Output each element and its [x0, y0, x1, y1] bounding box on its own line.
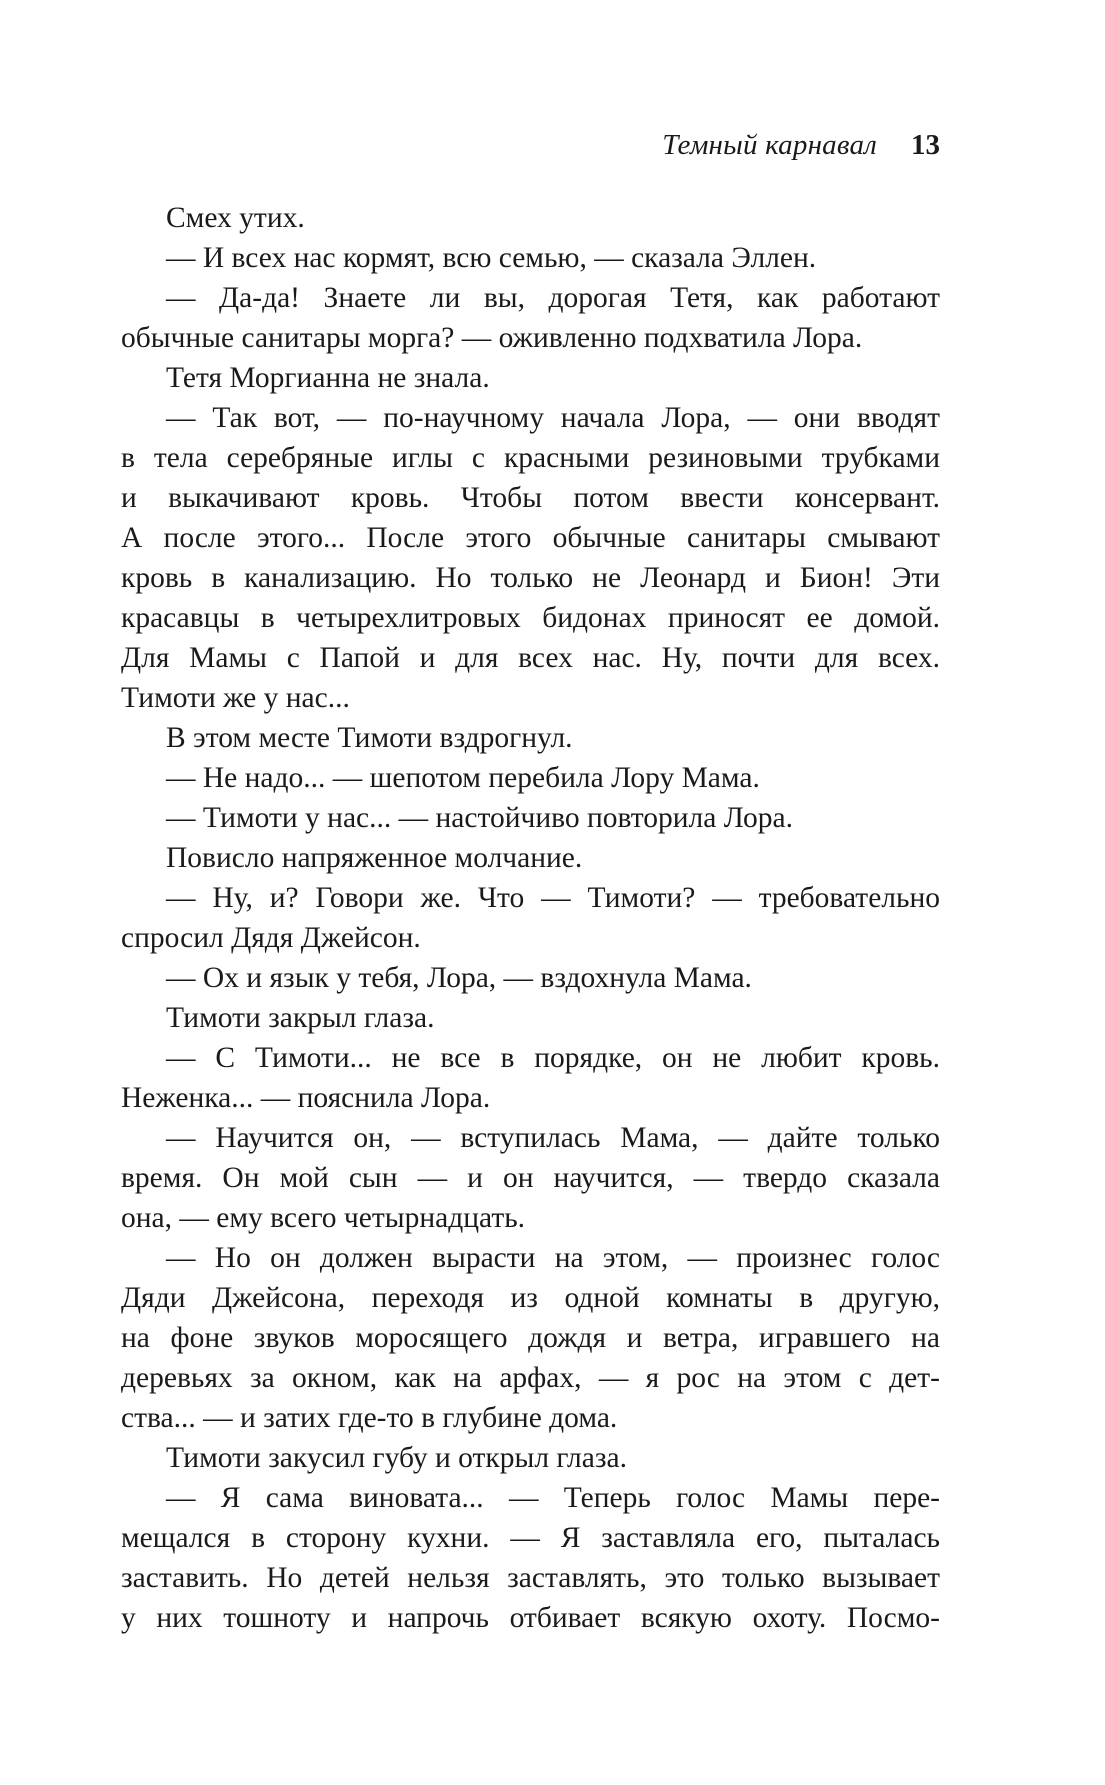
- text-line: — И всех нас кормят, всю семью, — сказала Эллен.: [166, 242, 817, 274]
- text-line: на фоне звуков моросящего дождя и ветра, игравшего на: [121, 1322, 940, 1354]
- text-line: Для Мамы с Папой и для всех нас. Ну, почти для всех.: [121, 642, 940, 674]
- text-line: — Но он должен вырасти на этом, — произнес голос: [166, 1242, 940, 1274]
- text-line: заставить. Но детей нельзя заставлять, это только вызывает: [121, 1562, 940, 1594]
- text-line: — Ну, и? Говори же. Что — Тимоти? — требовательно: [166, 882, 940, 914]
- running-title: Темный карнавал: [662, 129, 877, 161]
- text-line: Смех утих.: [166, 202, 305, 234]
- text-line: кровь в канализацию. Но только не Леонард и Бион! Эти: [121, 562, 940, 594]
- text-line: — Да-да! Знаете ли вы, дорогая Тетя, как работают: [166, 282, 940, 314]
- text-line: Тимоти же у нас...: [121, 682, 350, 714]
- text-line: Тетя Моргианна не знала.: [166, 362, 490, 394]
- text-line: Неженка... — пояснила Лора.: [121, 1082, 491, 1114]
- text-line: — Я сама виновата... — Теперь голос Мамы пере-: [166, 1482, 940, 1514]
- page-number: 13: [911, 129, 940, 161]
- text-line: — Так вот, — по-научному начала Лора, — они вводят: [166, 402, 940, 434]
- text-line: спросил Дядя Джейсон.: [121, 922, 421, 954]
- text-line: у них тошноту и напрочь отбивает всякую охоту. Посмо-: [121, 1602, 940, 1634]
- text-line: ства... — и затих где-то в глубине дома.: [121, 1402, 618, 1434]
- text-line: Повисло напряженное молчание.: [166, 842, 583, 874]
- text-line: красавцы в четырехлитровых бидонах приносят ее домой.: [121, 602, 940, 634]
- text-line: — Тимоти у нас... — настойчиво повторила Лора.: [166, 802, 793, 834]
- text-line: и выкачивают кровь. Чтобы потом ввести консервант.: [121, 482, 940, 514]
- text-line: В этом месте Тимоти вздрогнул.: [166, 722, 573, 754]
- text-line: — Ох и язык у тебя, Лора, — вздохнула Мама.: [166, 962, 752, 994]
- text-line: мещался в сторону кухни. — Я заставляла его, пыталась: [121, 1522, 940, 1554]
- text-line: время. Он мой сын — и он научится, — твердо сказала: [121, 1162, 940, 1194]
- text-line: обычные санитары морга? — оживленно подхватила Лора.: [121, 322, 863, 354]
- running-header: [662, 128, 940, 162]
- text-line: — С Тимоти... не все в порядке, он не любит кровь.: [166, 1042, 940, 1074]
- text-line: в тела серебряные иглы с красными резиновыми трубками: [121, 442, 940, 474]
- text-line: Дяди Джейсона, переходя из одной комнаты в другую,: [121, 1282, 940, 1314]
- text-line: — Научится он, — вступилась Мама, — дайте только: [166, 1122, 940, 1154]
- text-line: Тимоти закусил губу и открыл глаза.: [166, 1442, 627, 1474]
- text-line: А после этого... После этого обычные санитары смывают: [121, 522, 940, 554]
- text-line: — Не надо... — шепотом перебила Лору Мама.: [166, 762, 760, 794]
- body-text: [121, 198, 940, 1638]
- text-line: деревьях за окном, как на арфах, — я рос на этом с дет-: [121, 1362, 940, 1394]
- text-line: Тимоти закрыл глаза.: [166, 1002, 435, 1034]
- text-line: она, — ему всего четырнадцать.: [121, 1202, 526, 1234]
